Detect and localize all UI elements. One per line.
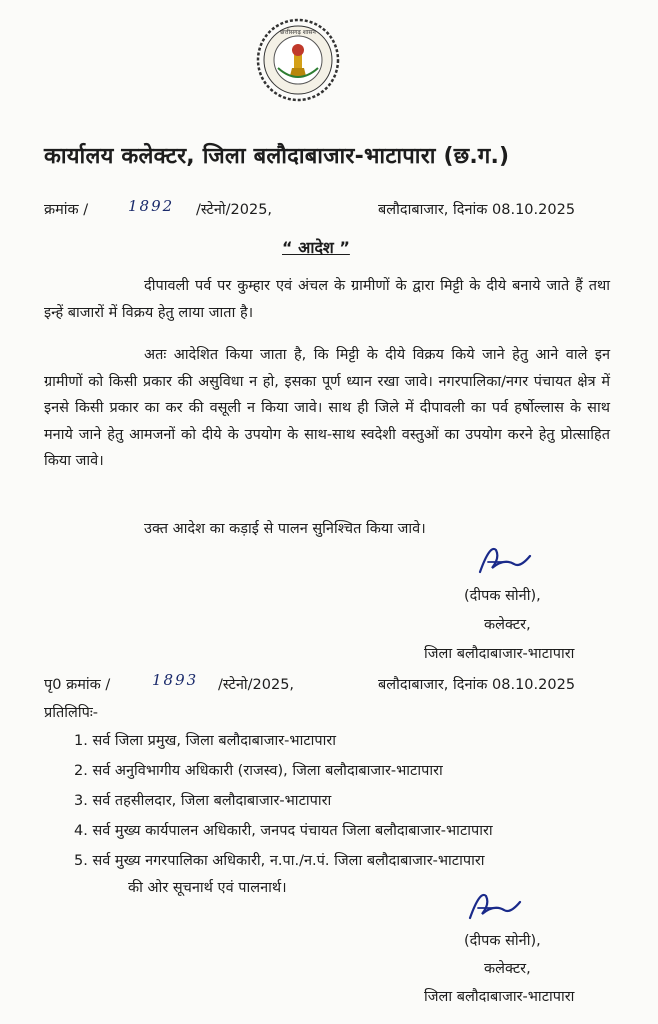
signatory-designation-1: कलेक्टर,: [484, 617, 531, 633]
office-title: कार्यालय कलेक्टर, जिला बलौदाबाजार-भाटापारा (छ.ग.): [44, 144, 510, 169]
body-paragraph-2: अतः आदेशित किया जाता है, कि मिट्टी के दीये विक्रय किये जाने हेतु आने वाले इन ग्रामीणों को किसी प्रकार की असुविधा न हो, इसका पूर्ण ध्यान रखा जावे। नगरपालिका/नगर पंचायत क्षेत्र में इनसे किसी प्रकार का कर की वसूली न किया जावे। साथ ही जिले में दीपावली का पर्व हर्षोल्लास के साथ मनाये जाने हेतु आमजनों को दीये के उपयोग के साथ-साथ स्वदेशी वस्तुओं का उपयोग करने हेतु प्रोत्साहित किया जावे।: [44, 347, 610, 469]
signatory-district-1: जिला बलौदाबाजार-भाटापारा: [424, 646, 575, 662]
copy-label: प्रतिलिपिः-: [44, 705, 99, 721]
copy-list-item: 3. सर्व तहसीलदार, जिला बलौदाबाजार-भाटापारा: [74, 793, 332, 809]
ref-place-date: बलौदाबाजार, दिनांक 08.10.2025: [378, 202, 576, 218]
copy-list-item: 5. सर्व मुख्य नगरपालिका अधिकारी, न.पा./न.पं. जिला बलौदाबाजार-भाटापारा: [74, 853, 485, 869]
ref-prefix: क्रमांक /: [44, 202, 89, 218]
body-paragraph-3: उक्त आदेश का कड़ाई से पालन सुनिश्चित किया जावे।: [144, 521, 426, 537]
emblem-text: छत्तीसगढ़ शासन: [280, 29, 316, 36]
copy-list-item: 1. सर्व जिला प्रमुख, जिला बलौदाबाजार-भाटापारा: [74, 733, 337, 749]
signatory-name-2: (दीपक सोनी),: [464, 933, 541, 949]
signatory-district-2: जिला बलौदाबाजार-भाटापारा: [424, 989, 575, 1005]
ref2-suffix: /स्टेनो/2025,: [218, 677, 295, 693]
signatory-name-1: (दीपक सोनी),: [464, 588, 541, 604]
ref2-prefix: पृ0 क्रमांक /: [44, 677, 111, 693]
ref2-number: 1893: [152, 671, 199, 689]
ref-number: 1892: [128, 197, 175, 215]
government-emblem-icon: [256, 18, 340, 102]
order-title: “ आदेश ”: [282, 238, 350, 257]
copy-list-item: 4. सर्व मुख्य कार्यपालन अधिकारी, जनपद पंचायत जिला बलौदाबाजार-भाटापारा: [74, 823, 493, 839]
ref-suffix: /स्टेनो/2025,: [196, 202, 273, 218]
ref2-place-date: बलौदाबाजार, दिनांक 08.10.2025: [378, 677, 576, 693]
copy-note: की ओर सूचनार्थ एवं पालनार्थ।: [128, 880, 287, 896]
signature-2: [464, 886, 526, 926]
copy-list-item: 2. सर्व अनुविभागीय अधिकारी (राजस्व), जिला बलौदाबाजार-भाटापारा: [74, 763, 443, 779]
signature-1: [474, 538, 536, 580]
signatory-designation-2: कलेक्टर,: [484, 961, 531, 977]
body-paragraph-1: दीपावली पर्व पर कुम्हार एवं अंचल के ग्रामीणों के द्वारा मिट्टी के दीये बनाये जाते हैं तथा इन्हें बाजारों में विक्रय हेतु लाया जाता है।: [44, 278, 610, 321]
